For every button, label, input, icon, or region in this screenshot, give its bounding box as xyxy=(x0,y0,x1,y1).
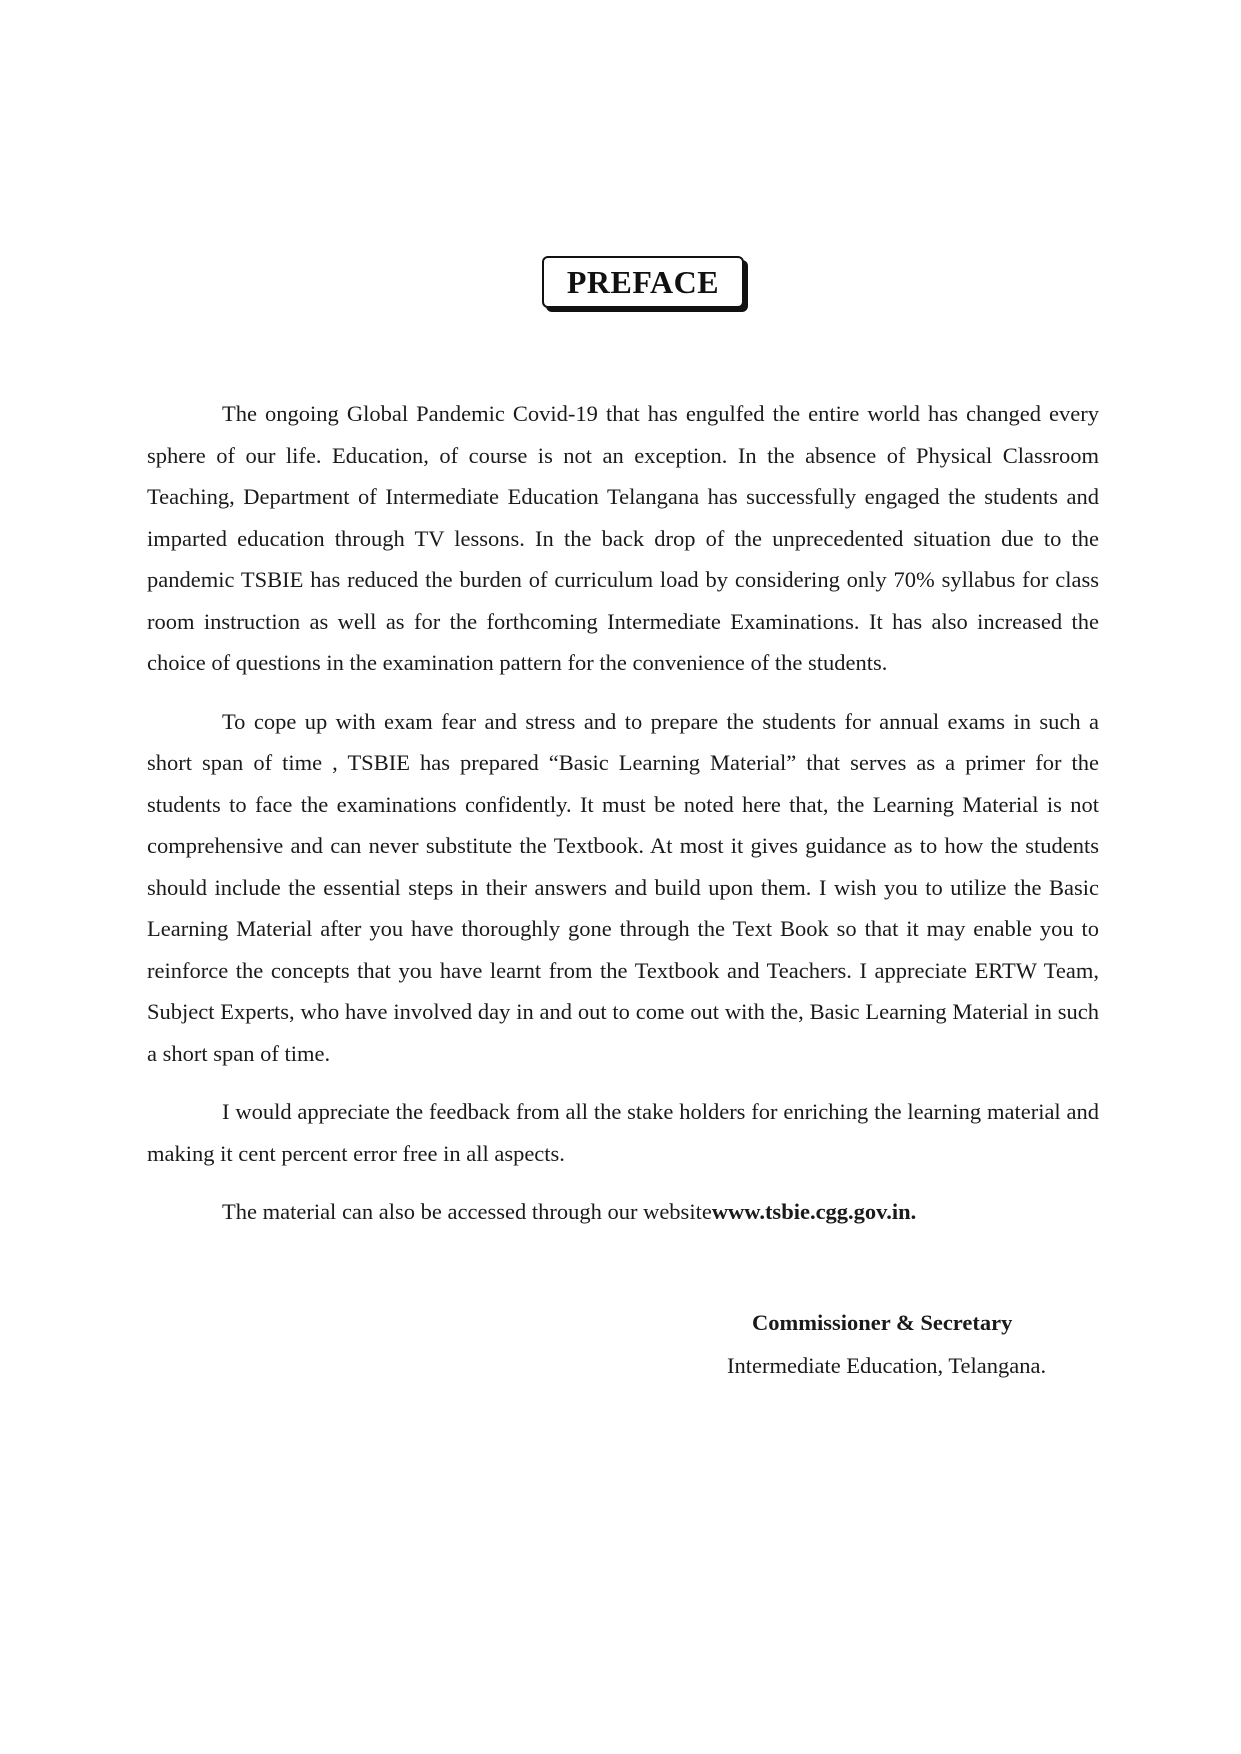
page-title: PREFACE xyxy=(566,263,720,300)
preface-body xyxy=(147,393,1099,1250)
website-url: www.tsbie.cgg.gov.in. xyxy=(711,1199,917,1224)
signature-title: Commissioner & Secretary xyxy=(752,1310,1013,1335)
website-paragraph xyxy=(147,1191,1099,1233)
paragraph-3: I would appreciate the feedback from all the stake holders for enriching the learning material and making it cent percent error free in all aspects. xyxy=(147,1099,1099,1166)
preface-heading-box xyxy=(542,256,744,308)
paragraph-1: The ongoing Global Pandemic Covid-19 that has engulfed the entire world has changed every sphere of our life. Education, of course is not an exception. In the absence of Physical Classroom Teaching, Department of Intermediate Education Telangana has successfully engaged the students and imparted education through TV lessons. In the back drop of the unprecedented situation due to the pandemic TSBIE has reduced the burden of curriculum load by considering only 70% syllabus for class room instruction as well as for the forthcoming Intermediate Examinations. It has also increased the choice of questions in the examination pattern for the convenience of the students. xyxy=(147,401,1099,675)
website-prefix: The material can also be accessed through our website xyxy=(222,1199,712,1224)
paragraph-2: To cope up with exam fear and stress and to prepare the students for annual exams in such a short span of time , TSBIE has prepared “Basic Learning Material” that serves as a primer for the students to face the examinations confidently. It must be noted here that, the Learning Material is not comprehensive and can never substitute the Textbook. At most it gives guidance as to how the students should include the essential steps in their answers and build upon them. I wish you to utilize the Basic Learning Material after you have thoroughly gone through the Text Book so that it may enable you to reinforce the concepts that you have learnt from the Textbook and Teachers. I appreciate ERTW Team, Subject Experts, who have involved day in and out to come out with the, Basic Learning Material in such a short span of time. xyxy=(147,708,1099,1066)
signature-organization: Intermediate Education, Telangana. xyxy=(727,1353,1047,1378)
